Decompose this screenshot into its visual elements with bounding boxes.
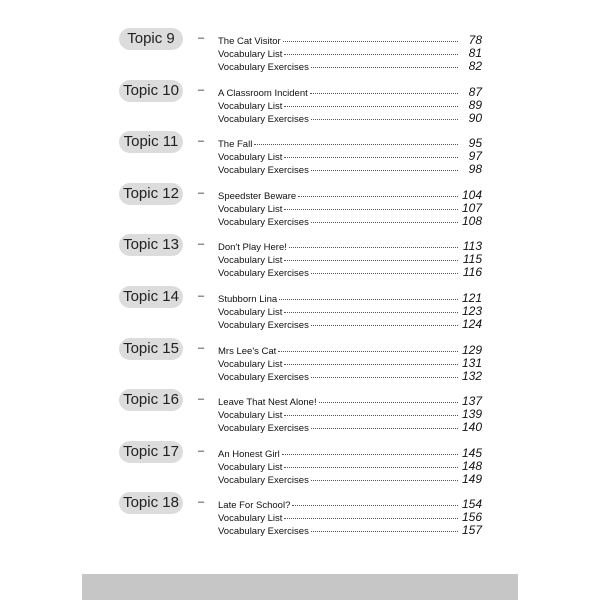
entry-page-number: 149 [461,471,482,486]
topic-separator: – [198,186,205,199]
table-of-contents [82,24,518,540]
toc-entry[interactable] [218,188,482,201]
dot-leader [311,272,458,274]
dot-leader [284,53,458,55]
toc-entry[interactable] [218,85,482,98]
entry-page-number: 98 [468,162,482,177]
toc-entry[interactable] [218,394,482,407]
dot-leader [283,40,458,42]
toc-entry[interactable] [218,239,482,252]
entry-title: Vocabulary Exercises [218,165,309,177]
dot-leader [298,195,458,197]
dot-leader [279,298,458,300]
entry-page-number: 121 [461,290,482,305]
entry-title: Vocabulary Exercises [218,371,309,383]
entry-page-number: 123 [461,303,482,318]
entry-page-number: 104 [461,187,482,202]
toc-entry[interactable] [218,136,482,149]
topic-separator: – [198,135,205,148]
topic-separator: – [198,496,205,509]
entry-page-number: 95 [468,136,482,151]
entry-page-number: 89 [468,97,482,112]
entry-page-number: 139 [461,407,482,422]
toc-entry[interactable] [218,33,482,46]
entry-page-number: 157 [461,523,482,538]
toc-entry[interactable] [218,497,482,510]
dot-leader [284,208,458,210]
toc-entry[interactable] [218,420,482,433]
entry-title: The Fall [218,139,253,151]
dot-leader [311,427,458,429]
entry-title: Vocabulary List [218,410,283,422]
toc-entry[interactable] [218,252,482,265]
toc-entry[interactable] [218,446,482,459]
toc-entry[interactable] [218,291,482,304]
entry-title: Vocabulary Exercises [218,319,309,331]
entry-page-number: 129 [461,342,482,357]
dot-leader [284,259,458,261]
dot-leader [284,311,458,313]
entry-title: An Honest Girl [218,448,280,460]
toc-entry[interactable] [218,46,482,59]
entry-page-number: 124 [461,316,482,331]
topic-label: Topic 14 [119,286,183,308]
entry-title: Vocabulary List [218,49,283,60]
dot-leader [284,156,458,158]
toc-entry[interactable] [218,369,482,382]
toc-entry[interactable] [218,149,482,162]
toc-entry[interactable] [218,59,482,72]
topic-label: Topic 13 [119,234,183,256]
entry-title: Vocabulary Exercises [218,526,309,538]
toc-entry[interactable] [218,265,482,278]
toc-entry[interactable] [218,111,482,124]
entry-title: Vocabulary List [218,100,283,112]
entry-page-number: 90 [468,110,482,125]
entry-title: Vocabulary Exercises [218,62,309,73]
toc-entry[interactable] [218,98,482,111]
entry-page-number: 78 [468,33,482,47]
topic-separator: – [198,444,205,457]
topic-label: Topic 11 [119,131,183,153]
topic-label: Topic 16 [119,389,183,411]
dot-leader [284,517,458,519]
toc-entry[interactable] [218,356,482,369]
entry-page-number: 97 [468,149,482,164]
toc-entry[interactable] [218,523,482,536]
toc-topic-group [82,334,518,386]
dot-leader [284,414,458,416]
entry-page-number: 113 [462,239,482,254]
dot-leader [310,92,458,94]
topic-separator: – [198,393,205,406]
dot-leader [292,504,458,506]
entry-page-number: 108 [461,213,482,228]
topic-separator: – [198,341,205,354]
entry-title: Speedster Beware [218,190,297,202]
toc-topic-group [82,282,518,334]
dot-leader [311,169,458,171]
dot-leader [282,453,458,455]
toc-topic-group [82,437,518,489]
dot-leader [284,363,458,365]
dot-leader [311,221,458,223]
dot-leader [278,350,458,352]
entry-title: Vocabulary Exercises [218,474,309,486]
topic-label: Topic 17 [119,441,183,463]
toc-topic-group [82,127,518,179]
topic-label: Topic 12 [119,183,183,205]
toc-topic-group [82,24,518,76]
entry-title: Vocabulary List [218,255,283,267]
entry-page-number: 145 [461,445,482,460]
dot-leader [284,466,458,468]
toc-entry[interactable] [218,510,482,523]
dot-leader [319,401,458,403]
entry-title: Late For School? [218,500,291,512]
entry-title: Stubborn Lina [218,293,278,305]
entry-page-number: 82 [468,59,482,73]
document-page [82,0,518,574]
dot-leader [311,118,458,120]
toc-entry[interactable] [218,304,482,317]
topic-separator: – [198,83,205,96]
entry-title: Vocabulary Exercises [218,423,309,435]
toc-entry[interactable] [218,162,482,175]
dot-leader [311,376,458,378]
dot-leader [311,324,458,326]
entry-title: Vocabulary List [218,358,283,370]
dot-leader [311,530,458,532]
entry-page-number: 116 [462,265,482,280]
toc-entry[interactable] [218,472,482,485]
entry-page-number: 131 [461,355,482,370]
topic-separator: – [198,32,205,44]
topic-label: Topic 10 [119,80,183,102]
toc-entry[interactable] [218,201,482,214]
entry-title: Vocabulary Exercises [218,268,309,280]
entry-page-number: 87 [468,84,482,99]
topic-label: Topic 9 [119,28,183,50]
entry-title: Mrs Lee's Cat [218,345,277,357]
toc-topic-group [82,488,518,540]
toc-topic-group [82,76,518,128]
entry-page-number: 115 [462,252,482,267]
entry-page-number: 154 [461,497,482,512]
entry-page-number: 140 [461,420,482,435]
topic-separator: – [198,238,205,251]
entry-title: Leave That Nest Alone! [218,397,317,409]
dot-leader [284,105,458,107]
entry-title: Vocabulary List [218,306,283,318]
entry-title: Don't Play Here! [218,242,287,254]
dot-leader [311,66,458,68]
entry-page-number: 156 [461,510,482,525]
entry-title: Vocabulary List [218,152,283,164]
entry-title: The Cat Visitor [218,36,281,47]
toc-entry[interactable] [218,343,482,356]
entry-page-number: 148 [461,458,482,473]
entry-title: A Classroom Incident [218,87,308,99]
footer-bar [82,574,518,600]
topic-separator: – [198,289,205,302]
topic-label: Topic 18 [119,492,183,514]
entry-page-number: 81 [468,46,482,60]
dot-leader [289,246,458,248]
entry-title: Vocabulary Exercises [218,113,309,125]
toc-topic-group [82,230,518,282]
dot-leader [311,479,458,481]
toc-entry[interactable] [218,407,482,420]
entry-title: Vocabulary Exercises [218,216,309,228]
dot-leader [254,143,458,145]
entry-page-number: 132 [461,368,482,383]
toc-topic-group [82,385,518,437]
toc-entry[interactable] [218,459,482,472]
toc-entry[interactable] [218,317,482,330]
topic-label: Topic 15 [119,338,183,360]
entry-title: Vocabulary List [218,461,283,473]
toc-entry[interactable] [218,214,482,227]
entry-title: Vocabulary List [218,513,283,525]
entry-title: Vocabulary List [218,203,283,215]
entry-page-number: 137 [461,394,482,409]
toc-topic-group [82,179,518,231]
entry-page-number: 107 [461,200,482,215]
